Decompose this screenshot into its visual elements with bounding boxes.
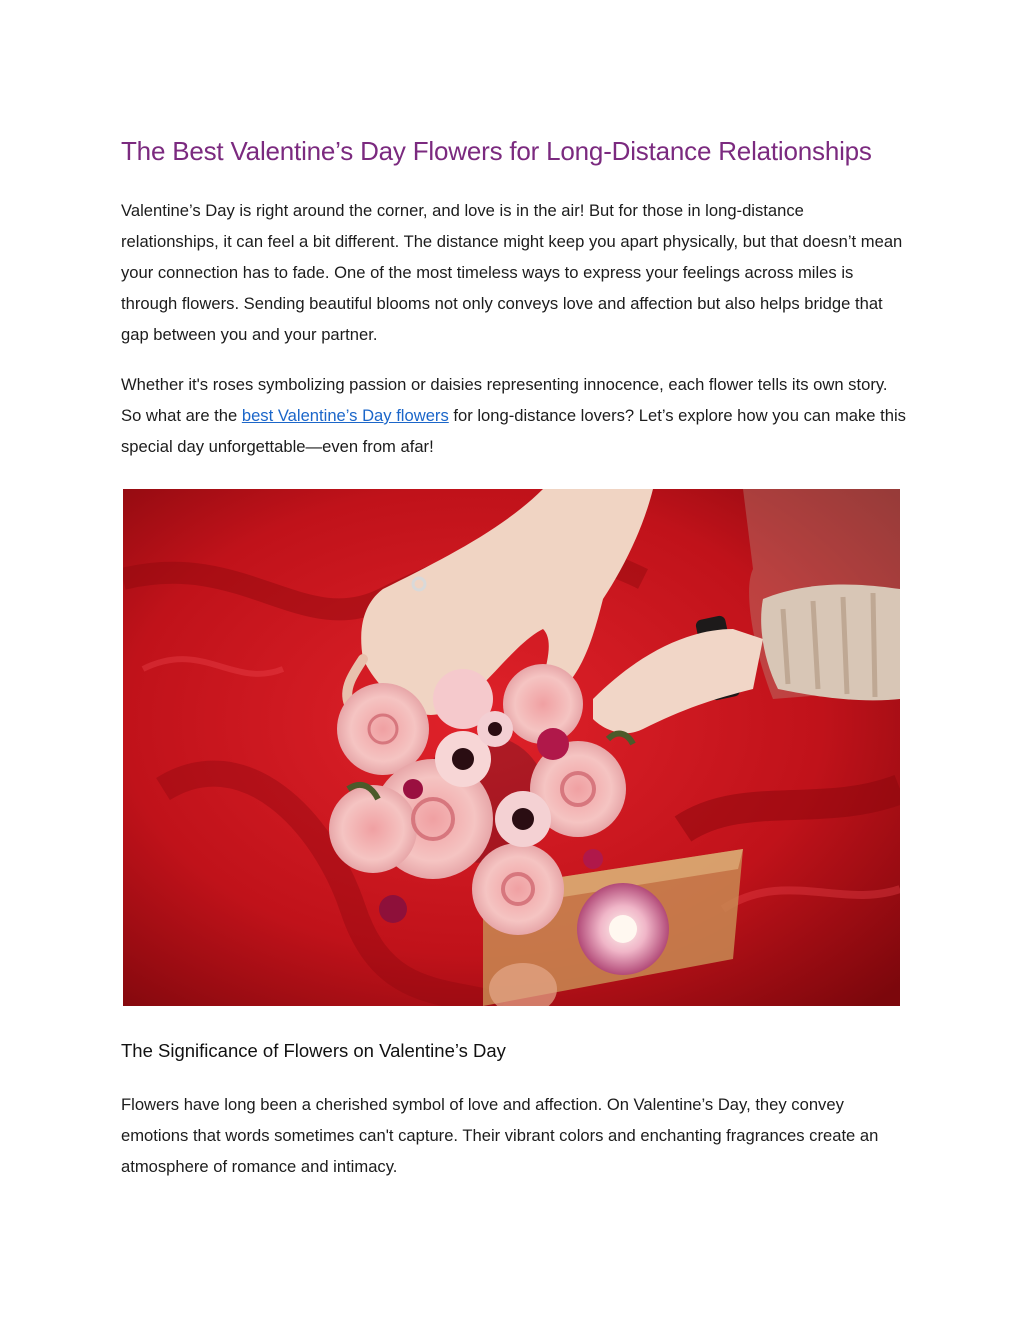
second-paragraph-text-end: for long-distance lovers? Let’s explore how you can make this special day unforgettable—even from afar!	[121, 406, 906, 456]
flowers-photo	[123, 489, 900, 1006]
article-title: The Best Valentine’s Day Flowers for Long-Distance Relationships	[121, 136, 872, 166]
second-paragraph	[121, 369, 906, 462]
section-heading: The Significance of Flowers on Valentine’s Day	[121, 1040, 506, 1061]
second-paragraph-text-start: Whether it's roses symbolizing passion or daisies representing innocence, each flower tells its own story. So what are the	[121, 375, 888, 425]
flowers-photo-illustration	[123, 489, 900, 1006]
best-valentines-flowers-link[interactable]: best Valentine’s Day flowers	[241, 406, 449, 425]
intro-paragraph: Valentine’s Day is right around the corner, and love is in the air! But for those in long-distance relationships, it can feel a bit different. The distance might keep you apart physically, but that doesn’t mean your connection has to fade. One of the most timeless ways to express your feelings across miles is through flowers. Sending beautiful blooms not only conveys love and affection but also helps bridge that gap between you and your partner.	[121, 201, 903, 344]
section-body-paragraph: Flowers have long been a cherished symbol of love and affection. On Valentine’s Day, they convey emotions that words sometimes can't capture. Their vibrant colors and enchanting fragrances create an atmosphere of romance and intimacy.	[121, 1095, 879, 1176]
